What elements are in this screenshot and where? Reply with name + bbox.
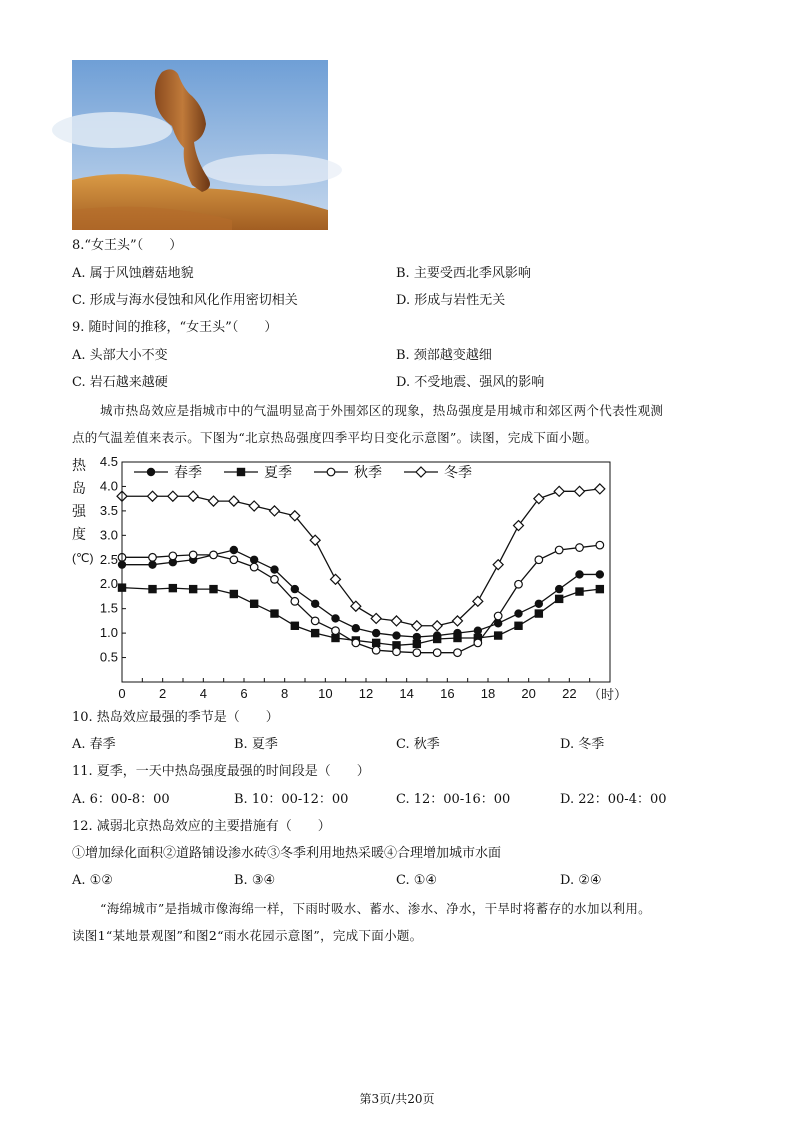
data-point <box>271 576 279 584</box>
q12-measures: ①增加绿化面积②道路铺设渗水砖③冬季利用地热采暖④合理增加城市水面 <box>72 846 502 861</box>
x-tick-label: 12 <box>358 686 374 701</box>
data-point <box>392 616 402 626</box>
q9-option-b: B. 颈部越变越细 <box>396 348 492 363</box>
data-point <box>332 627 340 635</box>
y-axis-label-char: 度 <box>72 526 86 542</box>
q12-option-b: B. ③④ <box>234 873 276 888</box>
data-point <box>230 546 237 553</box>
data-point <box>535 556 543 564</box>
q9-option-c: C. 岩石越来越硬 <box>72 375 168 390</box>
data-point <box>413 640 420 647</box>
data-point <box>454 634 461 641</box>
data-point <box>149 586 156 593</box>
data-point <box>312 600 319 607</box>
y-axis-label-char: 强 <box>72 503 86 519</box>
legend-label: 秋季 <box>354 464 382 480</box>
data-point <box>373 630 380 637</box>
data-point <box>209 496 219 506</box>
series-2 <box>118 584 603 649</box>
y-tick-label: 0.5 <box>99 649 118 665</box>
data-point <box>454 649 462 657</box>
q11-option-d: D. 22：00-4：00 <box>560 792 667 807</box>
series-3 <box>118 541 603 656</box>
data-point <box>311 617 319 625</box>
data-point <box>556 595 563 602</box>
q12-option-d: D. ②④ <box>560 873 602 888</box>
data-point <box>270 506 280 516</box>
legend-label: 冬季 <box>444 464 472 480</box>
x-axis-ticks <box>118 678 610 701</box>
q10-option-c: C. 秋季 <box>396 737 440 752</box>
q11-option-c: C. 12：00-16：00 <box>396 792 511 807</box>
data-point <box>432 621 442 631</box>
y-axis-label-char: 岛 <box>72 480 86 496</box>
q10-option-b: B. 夏季 <box>234 737 278 752</box>
data-point <box>291 622 298 629</box>
y-tick-label: 2.5 <box>99 551 118 567</box>
q8-stem: 8.“女王头”（ ） <box>72 238 183 253</box>
data-point <box>271 610 278 617</box>
q9-option-a: A. 头部大小不变 <box>72 348 168 363</box>
data-point <box>327 468 335 476</box>
y-axis-label-char: (℃) <box>72 551 94 565</box>
x-tick-label: 16 <box>440 686 455 701</box>
data-point <box>416 467 426 477</box>
data-point <box>351 601 361 611</box>
y-tick-label: 1.5 <box>99 600 118 616</box>
data-point <box>595 484 605 494</box>
sponge-city-intro-line1: “海绵城市”是指城市像海绵一样，下雨时吸水、蓄水、渗水、净水，干旱时将蓄存的水加以利用。 <box>100 901 651 916</box>
data-point <box>433 649 441 657</box>
x-tick-label: 8 <box>281 686 289 701</box>
data-series <box>117 484 605 657</box>
data-point <box>554 486 564 496</box>
y-tick-label: 3.5 <box>99 502 118 518</box>
data-point <box>494 612 502 620</box>
legend-label: 春季 <box>174 464 202 480</box>
data-point <box>169 552 177 560</box>
data-point <box>169 585 176 592</box>
heat-island-intro-line1: 城市热岛效应是指城市中的气温明显高于外围郊区的现象，热岛强度是用城市和郊区两个代表性观测 <box>100 403 664 418</box>
q8-option-a: A. 属于风蚀蘑菇地貌 <box>72 266 194 281</box>
q10-option-d: D. 冬季 <box>560 737 605 752</box>
data-point <box>149 554 157 562</box>
data-point <box>251 556 258 563</box>
data-point <box>149 561 156 568</box>
data-point <box>230 590 237 597</box>
x-tick-label: 20 <box>521 686 536 701</box>
data-point <box>576 544 584 552</box>
data-point <box>556 586 563 593</box>
x-tick-label: 10 <box>318 686 333 701</box>
data-point <box>237 468 244 475</box>
q12-option-c: C. ①④ <box>396 873 438 888</box>
q12-option-a: A. ①② <box>72 873 113 888</box>
q8-option-b: B. 主要受西北季风影响 <box>396 266 531 281</box>
x-tick-label: 18 <box>480 686 496 701</box>
data-point <box>332 634 339 641</box>
y-tick-label: 4.0 <box>99 478 118 494</box>
data-point <box>393 648 401 656</box>
data-point <box>474 627 481 634</box>
data-point <box>271 566 278 573</box>
data-point <box>514 521 524 531</box>
q9-stem: 9. 随时间的推移，“女王头”（ ） <box>72 320 278 335</box>
data-point <box>210 551 218 559</box>
data-point <box>168 491 178 501</box>
data-point <box>596 541 604 549</box>
data-point <box>372 646 380 654</box>
x-tick-label: 4 <box>199 686 207 701</box>
data-point <box>413 649 421 657</box>
y-tick-label: 3.0 <box>99 527 118 543</box>
data-point <box>291 586 298 593</box>
x-tick-label: 2 <box>159 686 167 701</box>
q11-option-b: B. 10：00-12：00 <box>234 792 349 807</box>
data-point <box>555 546 563 554</box>
y-tick-label: 4.5 <box>99 454 118 469</box>
data-point <box>596 571 603 578</box>
data-point <box>575 486 585 496</box>
series-1 <box>118 546 603 640</box>
data-point <box>434 635 441 642</box>
data-point <box>352 625 359 632</box>
data-point <box>515 580 523 588</box>
legend-label: 夏季 <box>264 464 292 480</box>
q11-stem: 11. 夏季，一天中热岛强度最强的时间段是（ ） <box>72 764 370 779</box>
sponge-city-intro-line2: 读图1“某地景观图”和图2“雨水花园示意图”，完成下面小题。 <box>72 928 423 943</box>
x-axis-unit: （时） <box>588 687 628 702</box>
q9-option-d: D. 不受地震、强风的影响 <box>396 375 545 390</box>
data-point <box>493 560 503 570</box>
data-point <box>413 633 420 640</box>
data-point <box>147 468 154 475</box>
x-tick-label: 22 <box>562 686 577 701</box>
data-point <box>535 610 542 617</box>
data-point <box>352 639 360 647</box>
data-point <box>210 586 217 593</box>
q10-stem: 10. 热岛效应最强的季节是（ ） <box>72 710 279 725</box>
heat-island-line-chart <box>60 450 628 706</box>
data-point <box>230 556 238 564</box>
data-point <box>535 600 542 607</box>
data-point <box>312 630 319 637</box>
data-point <box>474 639 482 647</box>
data-point <box>576 588 583 595</box>
q8-option-d: D. 形成与岩性无关 <box>396 293 506 308</box>
data-point <box>251 600 258 607</box>
x-tick-label: 14 <box>399 686 414 701</box>
y-axis-label <box>72 457 93 565</box>
data-point <box>515 610 522 617</box>
heat-island-intro-line2: 点的气温差值来表示。下图为“北京热岛强度四季平均日变化示意图”。读图，完成下面小题。 <box>72 430 598 445</box>
y-axis-label-char: 热 <box>72 457 86 473</box>
data-point <box>148 491 158 501</box>
q8-option-c: C. 形成与海水侵蚀和风化作用密切相关 <box>72 293 298 308</box>
data-point <box>495 620 502 627</box>
data-point <box>576 571 583 578</box>
data-point <box>229 496 239 506</box>
y-tick-label: 1.0 <box>99 625 118 641</box>
data-point <box>331 574 341 584</box>
data-point <box>515 622 522 629</box>
x-tick-label: 0 <box>118 686 126 701</box>
data-point <box>534 494 544 504</box>
chart-legend <box>134 464 472 480</box>
x-tick-label: 6 <box>240 686 248 701</box>
data-point <box>393 632 400 639</box>
q12-stem: 12. 减弱北京热岛效应的主要措施有（ ） <box>72 819 331 834</box>
data-point <box>249 501 259 511</box>
data-point <box>190 586 197 593</box>
series-line <box>122 588 600 646</box>
data-point <box>495 632 502 639</box>
data-point <box>250 563 258 571</box>
data-point <box>332 615 339 622</box>
data-point <box>596 586 603 593</box>
queens-head-rock-photo <box>72 60 328 230</box>
data-point <box>188 491 198 501</box>
data-point <box>291 598 299 606</box>
data-point <box>371 613 381 623</box>
data-point <box>373 639 380 646</box>
data-point <box>412 621 422 631</box>
q11-option-a: A. 6：00-8：00 <box>72 792 170 807</box>
q10-option-a: A. 春季 <box>72 737 116 752</box>
page-number: 第3页/共20页 <box>359 1092 435 1106</box>
y-tick-label: 2.0 <box>99 576 118 592</box>
data-point <box>189 551 197 559</box>
